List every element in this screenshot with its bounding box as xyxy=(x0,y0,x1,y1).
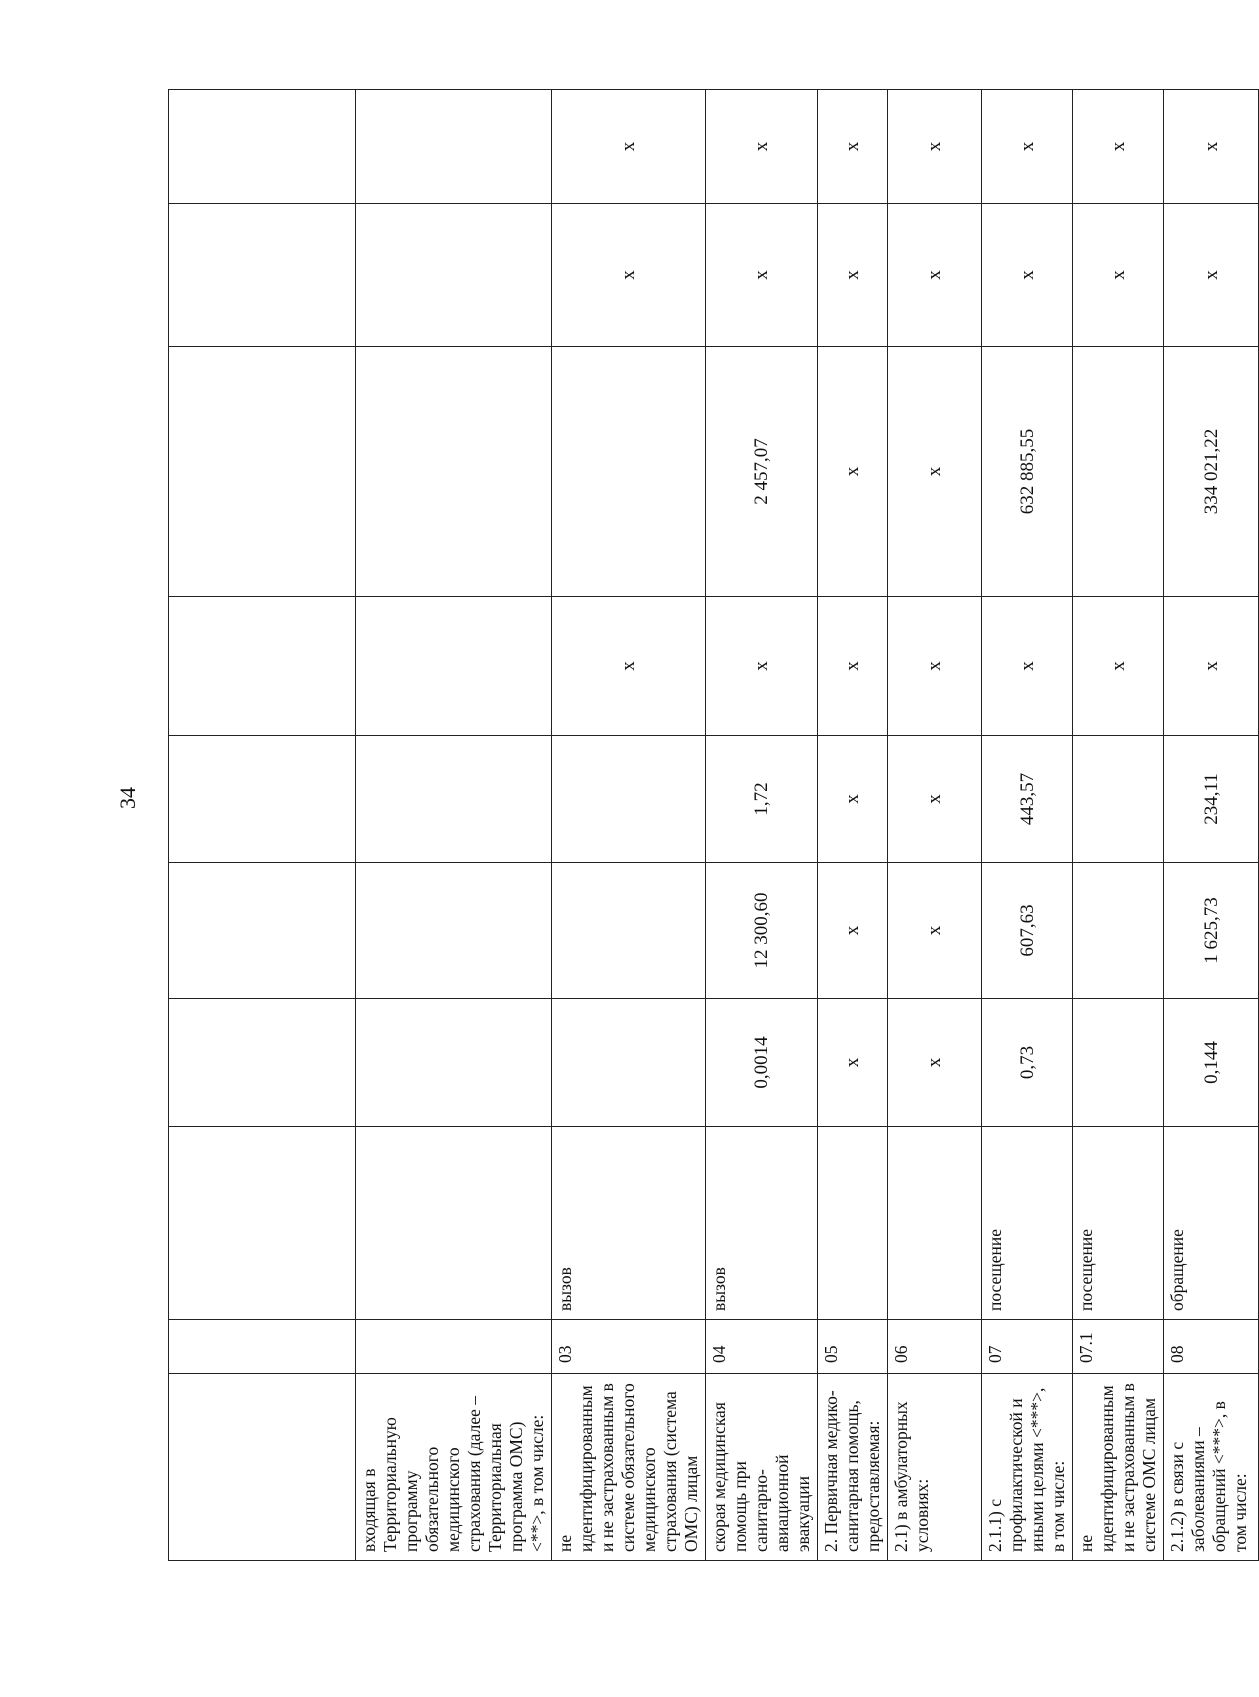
budget-total-cell: х xyxy=(818,204,888,347)
header-empty-cell xyxy=(169,1374,356,1561)
volume-per-person-cell: 0,73 xyxy=(982,999,1073,1127)
total-cost-cell: х xyxy=(818,347,888,597)
table-row xyxy=(169,90,356,1561)
per-capita-cost-cell: 234,11 xyxy=(1164,736,1259,863)
table-body xyxy=(169,90,1259,1561)
row-label-cell: 2. Первичная медико-санитарная помощь, предоставляемая: xyxy=(818,1374,888,1561)
budget-per-capita-cell: х xyxy=(888,597,982,736)
table-row xyxy=(982,90,1073,1561)
total-cost-cell: х xyxy=(888,347,982,597)
volume-per-person-cell xyxy=(1073,999,1164,1127)
row-code-cell: 07.1 xyxy=(1073,1320,1164,1374)
row-label-cell: не идентифицированным и не застрахованным в системе обязательного медицинского страхования (система ОМС) лицам xyxy=(552,1374,706,1561)
table-row xyxy=(888,90,982,1561)
row-label-cell: скорая медицинская помощь при санитарно-авиационной эвакуации xyxy=(706,1374,818,1561)
budget-per-capita-cell xyxy=(356,597,552,736)
unit-cost-cell: 12 300,60 xyxy=(706,863,818,999)
header-empty-cell xyxy=(169,1127,356,1320)
per-capita-cost-cell: 443,57 xyxy=(982,736,1073,863)
volume-per-person-cell: х xyxy=(888,999,982,1127)
per-capita-cost-cell xyxy=(1073,736,1164,863)
row-label-cell: 2.1.2) в связи с заболеваниями – обращений <***>, в том числе: xyxy=(1164,1374,1259,1561)
budget-total-cell: х xyxy=(1164,204,1259,347)
unit-cell: обращение xyxy=(1164,1127,1259,1320)
header-empty-cell xyxy=(169,204,356,347)
share-cell: х xyxy=(1073,90,1164,204)
volume-per-person-cell: х xyxy=(818,999,888,1127)
unit-cost-cell: х xyxy=(818,863,888,999)
per-capita-cost-cell: х xyxy=(818,736,888,863)
volume-per-person-cell xyxy=(552,999,706,1127)
budget-per-capita-cell: х xyxy=(552,597,706,736)
total-cost-cell xyxy=(552,347,706,597)
volume-per-person-cell: 0,0014 xyxy=(706,999,818,1127)
program-cost-table xyxy=(168,89,1259,1561)
table-row xyxy=(552,90,706,1561)
row-code-cell: 07 xyxy=(982,1320,1073,1374)
unit-cell: вызов xyxy=(552,1127,706,1320)
row-code-cell: 08 xyxy=(1164,1320,1259,1374)
share-cell xyxy=(356,90,552,204)
table-row xyxy=(1164,90,1259,1561)
per-capita-cost-cell xyxy=(356,736,552,863)
row-code-cell: 05 xyxy=(818,1320,888,1374)
table-row xyxy=(356,90,552,1561)
volume-per-person-cell: 0,144 xyxy=(1164,999,1259,1127)
header-empty-cell xyxy=(169,736,356,863)
unit-cost-cell: 1 625,73 xyxy=(1164,863,1259,999)
share-cell: х xyxy=(982,90,1073,204)
total-cost-cell xyxy=(356,347,552,597)
unit-cost-cell xyxy=(1073,863,1164,999)
unit-cell: посещение xyxy=(982,1127,1073,1320)
unit-cost-cell xyxy=(356,863,552,999)
unit-cell: вызов xyxy=(706,1127,818,1320)
share-cell: х xyxy=(552,90,706,204)
budget-per-capita-cell: х xyxy=(818,597,888,736)
unit-cell xyxy=(888,1127,982,1320)
header-empty-cell xyxy=(169,999,356,1127)
unit-cell xyxy=(356,1127,552,1320)
row-label-cell: входящая в Территориальную программу обязательного медицинского страхования (далее – Территориальная программа ОМС) <**>, в том числе: xyxy=(356,1374,552,1561)
share-cell: х xyxy=(818,90,888,204)
header-empty-cell xyxy=(169,347,356,597)
budget-per-capita-cell: х xyxy=(1073,597,1164,736)
row-code-cell: 04 xyxy=(706,1320,818,1374)
volume-per-person-cell xyxy=(356,999,552,1127)
row-label-cell: 2.1.1) с профилактической и иными целями <***>, в том числе: xyxy=(982,1374,1073,1561)
budget-per-capita-cell: х xyxy=(1164,597,1259,736)
budget-total-cell: х xyxy=(706,204,818,347)
row-code-cell: 03 xyxy=(552,1320,706,1374)
table-row xyxy=(706,90,818,1561)
per-capita-cost-cell: 1,72 xyxy=(706,736,818,863)
budget-total-cell: х xyxy=(1073,204,1164,347)
total-cost-cell: 632 885,55 xyxy=(982,347,1073,597)
row-label-cell: 2.1) в амбулаторных условиях: xyxy=(888,1374,982,1561)
table-row xyxy=(818,90,888,1561)
page-number: 34 xyxy=(115,787,140,809)
table-row xyxy=(1073,90,1164,1561)
rotated-table-container xyxy=(168,90,1250,1561)
unit-cell xyxy=(818,1127,888,1320)
share-cell: х xyxy=(888,90,982,204)
budget-total-cell: х xyxy=(888,204,982,347)
row-code-cell: 06 xyxy=(888,1320,982,1374)
row-label-cell: не идентифицированным и не застрахованным в системе ОМС лицам xyxy=(1073,1374,1164,1561)
header-empty-cell xyxy=(169,863,356,999)
unit-cost-cell: 607,63 xyxy=(982,863,1073,999)
share-cell: х xyxy=(706,90,818,204)
budget-total-cell: х xyxy=(982,204,1073,347)
header-empty-cell xyxy=(169,90,356,204)
row-code-cell xyxy=(356,1320,552,1374)
share-cell: х xyxy=(1164,90,1259,204)
budget-per-capita-cell: х xyxy=(982,597,1073,736)
budget-total-cell: х xyxy=(552,204,706,347)
per-capita-cost-cell xyxy=(552,736,706,863)
per-capita-cost-cell: х xyxy=(888,736,982,863)
budget-total-cell xyxy=(356,204,552,347)
header-empty-cell xyxy=(169,1320,356,1374)
unit-cell: посещение xyxy=(1073,1127,1164,1320)
total-cost-cell xyxy=(1073,347,1164,597)
total-cost-cell: 2 457,07 xyxy=(706,347,818,597)
unit-cost-cell xyxy=(552,863,706,999)
budget-per-capita-cell: х xyxy=(706,597,818,736)
header-empty-cell xyxy=(169,597,356,736)
total-cost-cell: 334 021,22 xyxy=(1164,347,1259,597)
unit-cost-cell: х xyxy=(888,863,982,999)
